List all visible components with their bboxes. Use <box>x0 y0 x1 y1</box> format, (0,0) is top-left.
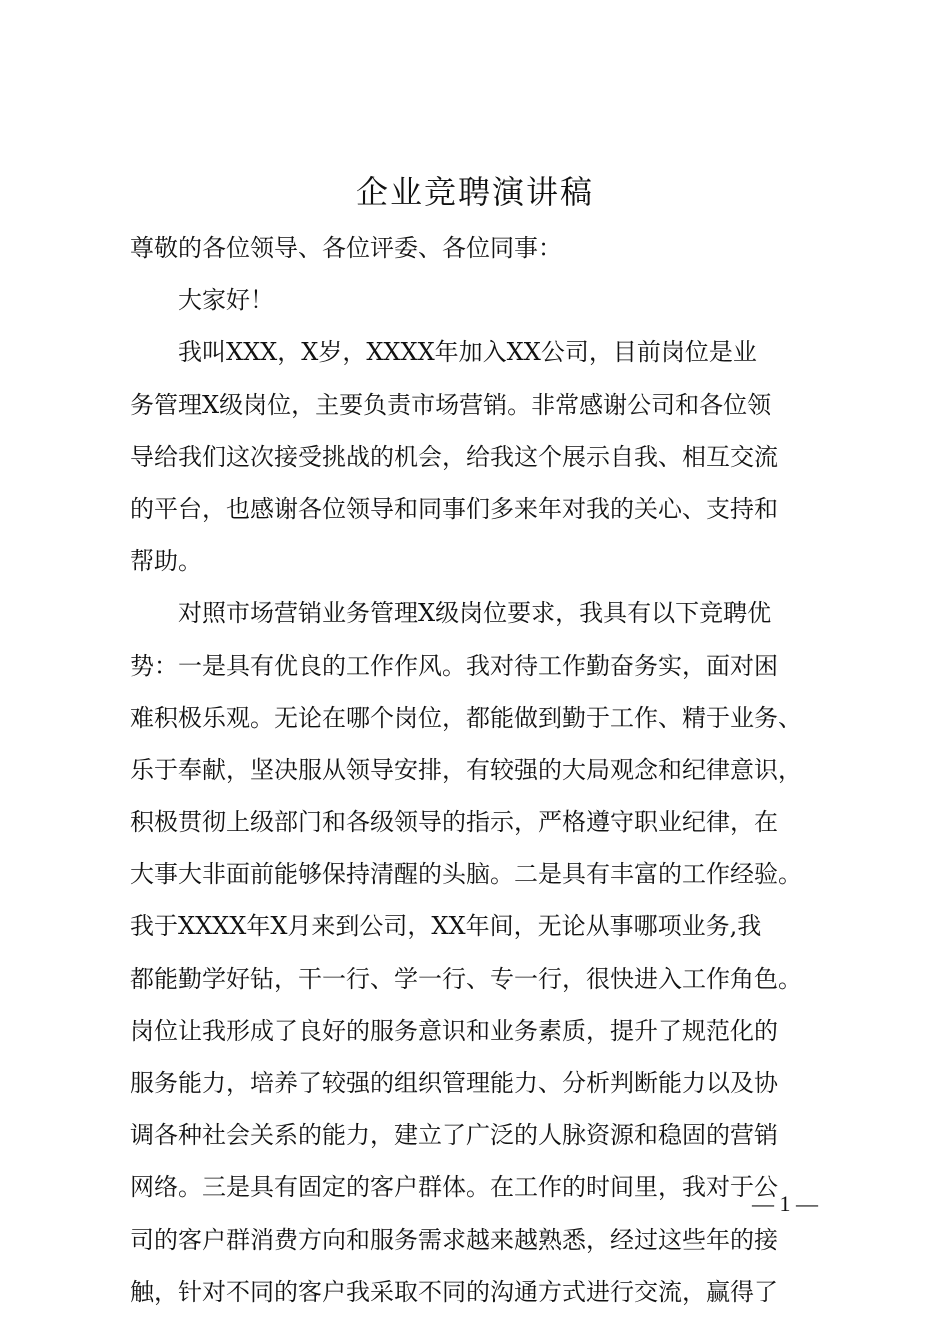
paragraph-line: 难积极乐观。无论在哪个岗位，都能做到勤于工作、精于业务、 <box>130 703 802 732</box>
paragraph-line: 乐于奉献，坚决服从领导安排，有较强的大局观念和纪律意识， <box>130 755 802 784</box>
paragraph-line: 调各种社会关系的能力，建立了广泛的人脉资源和稳固的营销 <box>130 1121 778 1150</box>
paragraph-line: 帮助。 <box>130 547 202 576</box>
paragraph-line: 网络。三是具有固定的客户群体。在工作的时间里，我对于公 <box>130 1173 778 1202</box>
paragraph-line: 势：一是具有优良的工作作风。我对待工作勤奋务实，面对困 <box>130 651 778 680</box>
document-body <box>130 222 840 1318</box>
paragraph-line: 积极贯彻上级部门和各级领导的指示，严格遵守职业纪律，在 <box>130 808 778 837</box>
paragraph-line: 服务能力，培养了较强的组织管理能力、分析判断能力以及协 <box>130 1069 778 1097</box>
page-number: — 1 — <box>752 1191 818 1216</box>
paragraph-line: 触，针对不同的客户我采取不同的沟通方式进行交流，赢得了 <box>130 1277 778 1306</box>
paragraph-line: 我叫XXX，X岁，XXXX年加入XX公司，目前岗位是业 <box>178 338 757 367</box>
salutation-line: 尊敬的各位领导、各位评委、各位同事： <box>130 234 562 262</box>
paragraph-line: 司的客户群消费方向和服务需求越来越熟悉，经过这些年的接 <box>130 1225 778 1254</box>
document-title: 企业竞聘演讲稿 <box>355 173 594 211</box>
greeting-line: 大家好！ <box>178 286 274 315</box>
paragraph-line: 岗位让我形成了良好的服务意识和业务素质，提升了规范化的 <box>130 1016 778 1045</box>
paragraph-line: 对照市场营销业务管理X级岗位要求，我具有以下竞聘优 <box>178 599 772 628</box>
paragraph-line: 我于XXXX年X月来到公司，XX年间，无论从事哪项业务,我 <box>130 912 762 941</box>
paragraph-line: 务管理X级岗位，主要负责市场营销。非常感谢公司和各位领 <box>130 390 772 419</box>
paragraph-line: 大事大非面前能够保持清醒的头脑。二是具有丰富的工作经验。 <box>130 860 802 889</box>
paragraph-line: 导给我们这次接受挑战的机会，给我这个展示自我、相互交流 <box>130 442 778 471</box>
paragraph-line: 都能勤学好钻，干一行、学一行、专一行，很快进入工作角色。 <box>130 964 802 993</box>
paragraph-line: 的平台，也感谢各位领导和同事们多来年对我的关心、支持和 <box>130 494 778 523</box>
